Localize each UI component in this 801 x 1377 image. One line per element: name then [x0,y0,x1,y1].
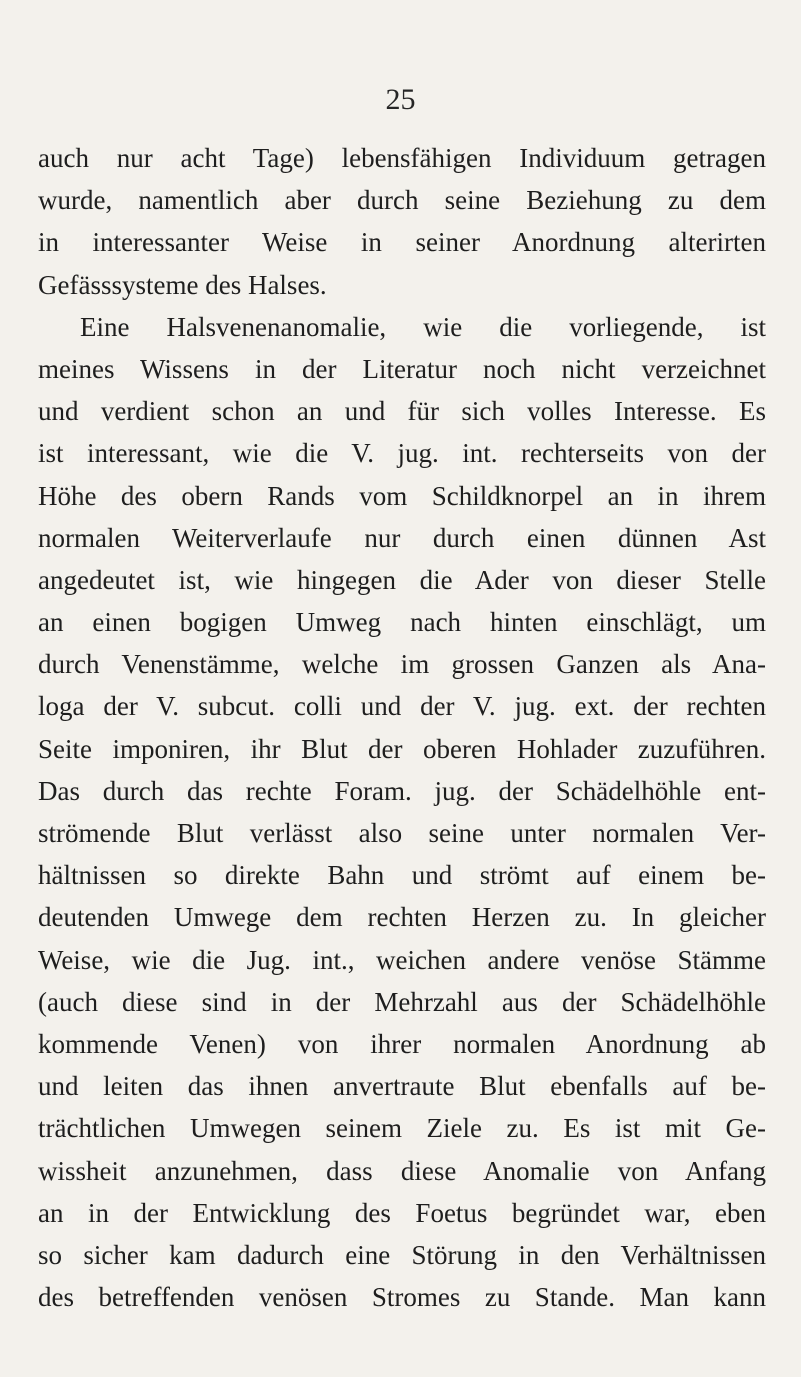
text-line: wurde, namentlich aber durch seine Beziehung zu dem [38,185,766,216]
text-line: kommende Venen) von ihrer normalen Anordnung ab [38,1028,766,1059]
text-line: Das durch das rechte Foram. jug. der Schädelhöhle ent- [38,775,766,806]
text-line: Eine Halsvenenanomalie, wie die vorliegende, ist [80,311,766,342]
text-line: angedeutet ist, wie hingegen die Ader von dieser Stelle [38,564,766,595]
text-line: Seite imponiren, ihr Blut der oberen Hohlader zuzuführen. [38,733,766,764]
text-line: loga der V. subcut. colli und der V. jug. ext. der rechten [38,691,766,722]
text-line: wissheit anzunehmen, dass diese Anomalie von Anfang [38,1155,766,1186]
text-line: an in der Entwicklung des Foetus begründet war, eben [38,1197,766,1228]
text-line: durch Venenstämme, welche im grossen Ganzen als Ana- [38,649,766,680]
page-number: 25 [385,83,416,116]
text-line: normalen Weiterverlaufe nur durch einen dünnen Ast [38,522,766,553]
body-text [38,137,766,1318]
text-line: in interessanter Weise in seiner Anordnung alterirten [38,227,766,258]
text-line: an einen bogigen Umweg nach hinten einschlägt, um [38,607,766,638]
text-line: ist interessant, wie die V. jug. int. rechterseits von der [38,438,766,469]
text-line: hältnissen so direkte Bahn und strömt auf einem be- [38,860,766,891]
text-line: Gefässsysteme des Halses. [38,269,327,300]
text-line: (auch diese sind in der Mehrzahl aus der Schädelhöhle [38,986,766,1017]
text-line: meines Wissens in der Literatur noch nicht verzeichnet [38,353,766,384]
text-line: so sicher kam dadurch eine Störung in den Verhältnissen [38,1239,766,1270]
text-line: und verdient schon an und für sich volles Interesse. Es [38,396,766,427]
text-line: trächtlichen Umwegen seinem Ziele zu. Es ist mit Ge- [38,1113,766,1144]
text-line: deutenden Umwege dem rechten Herzen zu. In gleicher [38,902,766,933]
text-line: Weise, wie die Jug. int., weichen andere venöse Stämme [38,944,766,975]
text-line: des betreffenden venösen Stromes zu Stande. Man kann [38,1282,766,1313]
text-line: Höhe des obern Rands vom Schildknorpel an in ihrem [38,480,766,511]
text-line: und leiten das ihnen anvertraute Blut ebenfalls auf be- [38,1071,766,1102]
text-line: auch nur acht Tage) lebensfähigen Individuum getragen [38,143,766,173]
text-line: strömende Blut verlässt also seine unter normalen Ver- [38,818,766,848]
